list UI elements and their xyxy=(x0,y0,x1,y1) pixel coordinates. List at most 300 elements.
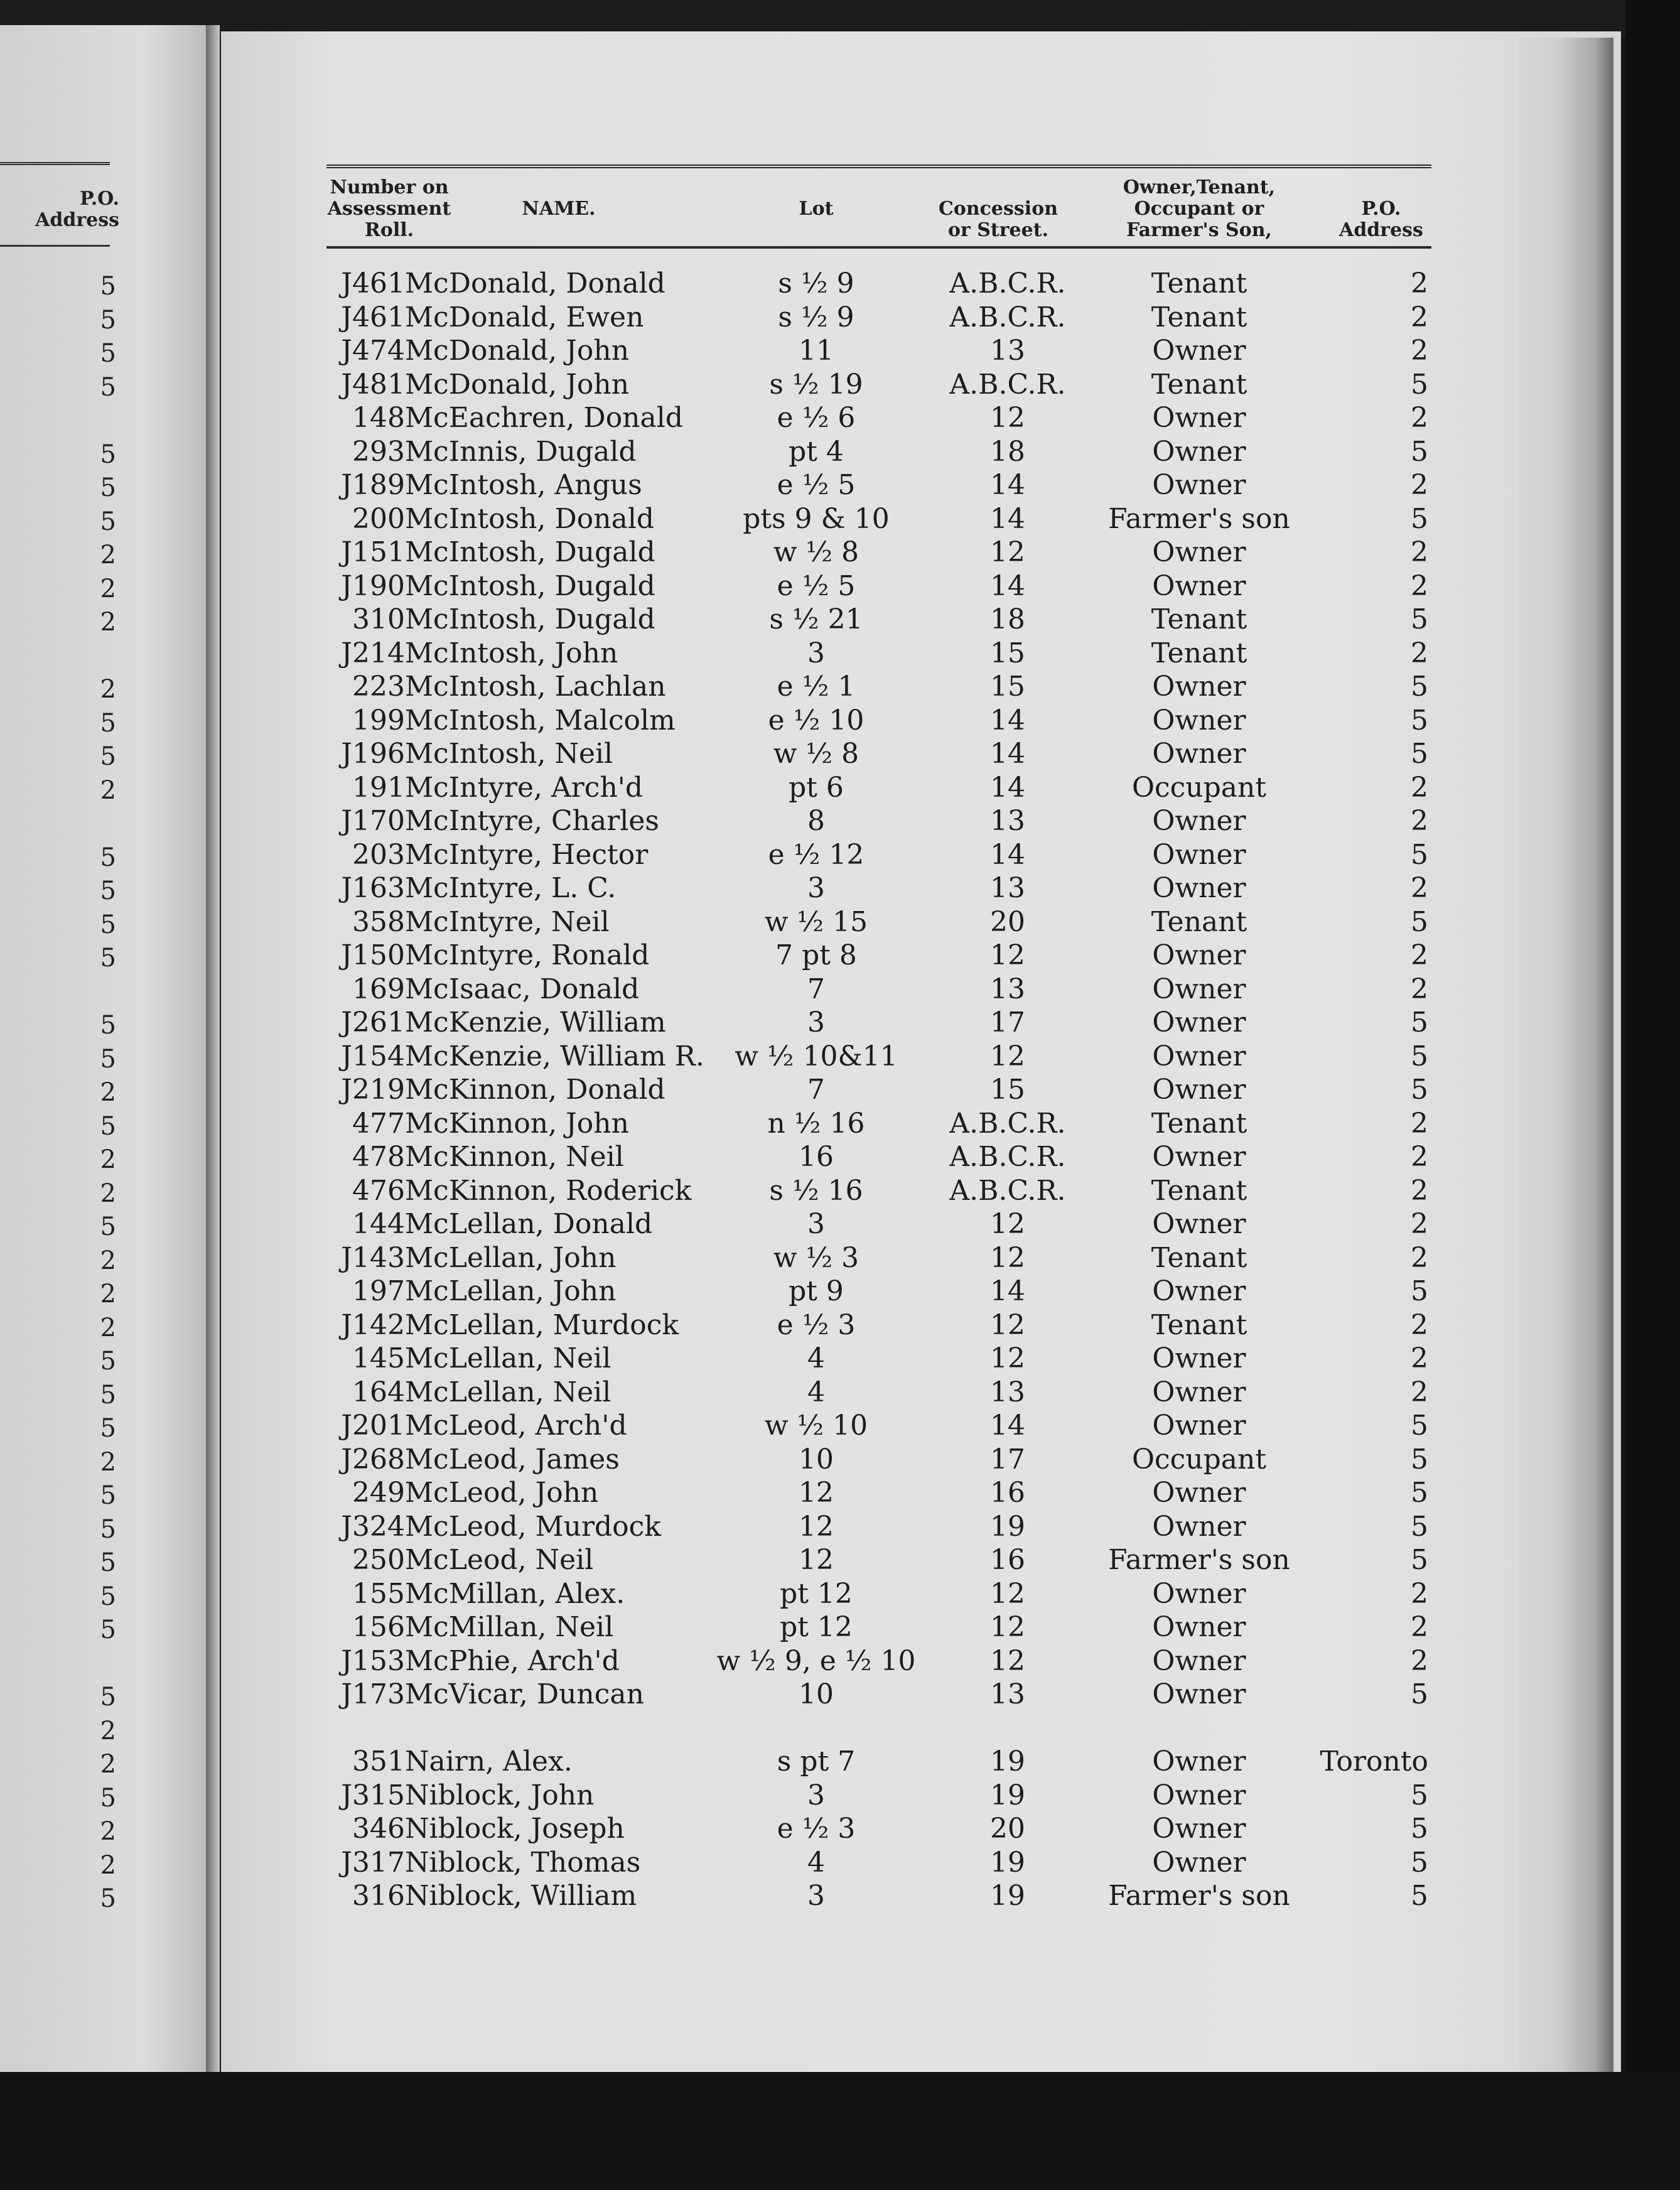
table-row xyxy=(0,435,1680,469)
concession: 12 xyxy=(990,402,1025,434)
roll-number: 476 xyxy=(352,1174,405,1207)
owner-status: Tenant xyxy=(1151,1241,1247,1274)
left-po-value: 5 xyxy=(100,440,116,469)
table-row xyxy=(0,603,1680,637)
left-po-value: 2 xyxy=(100,1078,116,1107)
concession: 16 xyxy=(990,1544,1025,1576)
owner-status: Tenant xyxy=(1151,1308,1247,1341)
owner-status: Owner xyxy=(1152,469,1246,501)
owner-status: Owner xyxy=(1152,704,1246,736)
table-row xyxy=(0,1308,1680,1342)
concession: 13 xyxy=(990,872,1025,904)
owner-status: Farmer's son xyxy=(1108,1880,1290,1912)
left-po-value: 2 xyxy=(100,1817,116,1846)
lot: e ½ 12 xyxy=(768,838,864,871)
person-name: McLeod, Murdock xyxy=(405,1510,661,1543)
owner-status: Owner xyxy=(1152,1611,1246,1643)
person-name: McIntyre, Arch'd xyxy=(405,771,643,804)
person-name: McDonald, John xyxy=(405,335,630,367)
concession: 18 xyxy=(990,435,1025,468)
roll-number: 144 xyxy=(352,1208,405,1240)
po-address: 5 xyxy=(1411,1040,1428,1072)
owner-status: Farmer's son xyxy=(1108,1544,1290,1576)
owner-status: Owner xyxy=(1152,1141,1246,1173)
lot: s ½ 9 xyxy=(778,267,854,299)
po-address: 5 xyxy=(1411,1813,1428,1845)
table-row xyxy=(0,401,1680,435)
po-address: 2 xyxy=(1411,805,1428,837)
left-po-value: 2 xyxy=(100,1179,116,1208)
po-address: 2 xyxy=(1411,301,1428,333)
owner-status: Owner xyxy=(1152,1846,1246,1879)
person-name: McIntosh, Dugald xyxy=(405,569,655,602)
table-row xyxy=(0,939,1680,973)
owner-status: Owner xyxy=(1152,1342,1246,1374)
lot: 3 xyxy=(807,637,825,669)
table-row xyxy=(0,1443,1680,1477)
person-name: McLellan, John xyxy=(405,1241,617,1274)
po-address: 2 xyxy=(1411,536,1428,568)
person-name: McLellan, John xyxy=(405,1275,617,1307)
roll-number: J142 xyxy=(341,1308,405,1341)
left-po-value: 5 xyxy=(100,1548,116,1577)
roll-number: J461 xyxy=(341,267,405,299)
po-address: 2 xyxy=(1411,469,1428,501)
roll-number: J196 xyxy=(341,738,405,770)
header-bottom-rule xyxy=(326,246,1431,249)
roll-number: J163 xyxy=(341,872,405,904)
owner-status: Tenant xyxy=(1151,267,1247,299)
lot: 8 xyxy=(807,805,825,837)
person-name: McKinnon, John xyxy=(405,1107,629,1140)
owner-status: Owner xyxy=(1152,1376,1246,1408)
roll-number: 169 xyxy=(352,973,405,1005)
owner-status: Owner xyxy=(1152,1644,1246,1677)
person-name: McIntyre, Hector xyxy=(405,838,649,871)
po-address: 5 xyxy=(1411,502,1428,535)
po-address: 5 xyxy=(1411,905,1428,938)
roll-number: J481 xyxy=(341,368,405,401)
lot: w ½ 3 xyxy=(773,1241,859,1274)
owner-status: Owner xyxy=(1152,1074,1246,1106)
table-row xyxy=(0,1678,1680,1712)
po-address: 5 xyxy=(1411,1510,1428,1543)
table-row xyxy=(0,704,1680,738)
concession: 12 xyxy=(990,939,1025,971)
person-name: McIntyre, Neil xyxy=(405,905,610,938)
po-address: 5 xyxy=(1411,1477,1428,1509)
owner-status: Owner xyxy=(1152,939,1246,971)
table-row xyxy=(0,905,1680,939)
person-name: McIntosh, Lachlan xyxy=(405,671,666,703)
left-po-value: 2 xyxy=(100,1850,116,1880)
roll-number: J268 xyxy=(341,1443,405,1475)
person-name: McLeod, Neil xyxy=(405,1544,594,1576)
roll-number: J173 xyxy=(341,1678,405,1710)
roll-number: 199 xyxy=(352,704,405,736)
concession: 12 xyxy=(990,1577,1025,1610)
lot: 12 xyxy=(799,1544,834,1576)
po-address: 2 xyxy=(1411,1241,1428,1274)
table-row xyxy=(0,468,1680,502)
left-po-value: 5 xyxy=(100,1111,116,1141)
concession: 14 xyxy=(990,771,1025,804)
person-name: McIntosh, Malcolm xyxy=(405,704,676,736)
po-address: 2 xyxy=(1411,569,1428,602)
concession: 12 xyxy=(990,1644,1025,1677)
lot: 4 xyxy=(807,1846,825,1879)
table-row xyxy=(0,536,1680,569)
left-po-value: 5 xyxy=(100,272,116,301)
roll-number: 250 xyxy=(352,1544,405,1576)
person-name: McEachren, Donald xyxy=(405,402,683,434)
po-address: 2 xyxy=(1411,1208,1428,1240)
lot: 3 xyxy=(807,1779,825,1811)
concession: A.B.C.R. xyxy=(949,1107,1066,1140)
concession: 14 xyxy=(990,569,1025,602)
person-name: McMillan, Neil xyxy=(405,1611,614,1643)
owner-status: Owner xyxy=(1152,1745,1246,1777)
lot: s ½ 21 xyxy=(769,603,863,635)
person-name: McIsaac, Donald xyxy=(405,973,640,1005)
owner-status: Occupant xyxy=(1131,1443,1267,1475)
owner-status: Tenant xyxy=(1151,1174,1247,1207)
roll-number: 155 xyxy=(352,1577,405,1610)
scan-right-border xyxy=(1626,0,1680,2190)
owner-status: Owner xyxy=(1152,536,1246,568)
owner-status: Tenant xyxy=(1151,1107,1247,1140)
concession: 19 xyxy=(990,1745,1025,1777)
header-owner-status: Owner,Tenant, Occupant or Farmer's Son, xyxy=(1123,176,1276,241)
table-row xyxy=(0,637,1680,671)
lot: pt 12 xyxy=(780,1611,853,1643)
concession: 15 xyxy=(990,671,1025,703)
lot: s ½ 19 xyxy=(769,368,863,401)
po-address: 2 xyxy=(1411,402,1428,434)
header-name: NAME. xyxy=(522,198,596,220)
table-row xyxy=(0,301,1680,335)
roll-number: 148 xyxy=(352,402,405,434)
lot: 7 pt 8 xyxy=(775,939,857,971)
lot: pt 6 xyxy=(789,771,844,804)
left-po-value: 5 xyxy=(100,843,116,872)
lot: e ½ 3 xyxy=(777,1813,856,1845)
person-name: McLeod, James xyxy=(405,1443,620,1475)
lot: e ½ 10 xyxy=(768,704,864,736)
po-address: 5 xyxy=(1411,1544,1428,1576)
owner-status: Owner xyxy=(1152,872,1246,904)
table-row xyxy=(0,1040,1680,1074)
person-name: McIntyre, L. C. xyxy=(405,872,617,904)
owner-status: Owner xyxy=(1152,1410,1246,1442)
concession: 16 xyxy=(990,1477,1025,1509)
po-address: 5 xyxy=(1411,368,1428,401)
concession: 12 xyxy=(990,1342,1025,1374)
po-address: 5 xyxy=(1411,838,1428,871)
concession: 12 xyxy=(990,536,1025,568)
roll-number: J154 xyxy=(341,1040,405,1072)
lot: pt 9 xyxy=(789,1275,844,1307)
po-address: 2 xyxy=(1411,939,1428,971)
person-name: McKenzie, William xyxy=(405,1006,666,1038)
left-po-value: 5 xyxy=(100,910,116,939)
po-address: 2 xyxy=(1411,1107,1428,1140)
lot: 11 xyxy=(799,335,834,367)
roll-number: 310 xyxy=(352,603,405,635)
table-row xyxy=(0,737,1680,771)
table-row xyxy=(0,1409,1680,1443)
owner-status: Owner xyxy=(1152,1577,1246,1610)
concession: A.B.C.R. xyxy=(949,368,1066,401)
left-po-value: 5 xyxy=(100,944,116,973)
lot: w ½ 9, e ½ 10 xyxy=(716,1644,916,1677)
po-address: 2 xyxy=(1411,872,1428,904)
lot: 10 xyxy=(799,1678,834,1710)
roll-number: J189 xyxy=(341,469,405,501)
owner-status: Owner xyxy=(1152,671,1246,703)
roll-number: 223 xyxy=(352,671,405,703)
owner-status: Owner xyxy=(1152,973,1246,1005)
left-po-value: 5 xyxy=(100,1616,116,1644)
left-po-value: 5 xyxy=(100,1011,116,1040)
po-address: 5 xyxy=(1411,435,1428,468)
table-row xyxy=(0,1779,1680,1813)
person-name: McVicar, Duncan xyxy=(405,1678,644,1710)
lot: w ½ 15 xyxy=(764,905,868,938)
owner-status: Owner xyxy=(1152,1678,1246,1710)
concession: 13 xyxy=(990,1678,1025,1710)
table-row xyxy=(0,368,1680,402)
left-po-value: 5 xyxy=(100,708,116,738)
left-po-value: 2 xyxy=(100,1246,116,1275)
table-row xyxy=(0,1207,1680,1241)
left-po-value: 5 xyxy=(100,1481,116,1510)
person-name: Niblock, Joseph xyxy=(405,1813,625,1845)
table-row xyxy=(0,804,1680,838)
left-po-value: 2 xyxy=(100,541,116,569)
lot: s pt 7 xyxy=(777,1745,856,1777)
header-po-address: P.O. Address xyxy=(1339,198,1423,241)
person-name: McIntosh, John xyxy=(405,637,618,669)
concession: 13 xyxy=(990,1376,1025,1408)
lot: w ½ 10 xyxy=(764,1410,868,1442)
lot: e ½ 3 xyxy=(777,1308,856,1341)
owner-status: Owner xyxy=(1152,402,1246,434)
po-address: 5 xyxy=(1411,738,1428,770)
lot: 3 xyxy=(807,1880,825,1912)
owner-status: Tenant xyxy=(1151,301,1247,333)
owner-status: Owner xyxy=(1152,1477,1246,1509)
left-po-value: 5 xyxy=(100,1514,116,1544)
concession: 20 xyxy=(990,1813,1025,1845)
roll-number: J315 xyxy=(341,1779,405,1811)
table-row xyxy=(0,1745,1680,1779)
po-address: 2 xyxy=(1411,637,1428,669)
table-row xyxy=(0,1174,1680,1208)
left-po-value: 5 xyxy=(100,339,116,368)
owner-status: Owner xyxy=(1152,1813,1246,1845)
left-po-value: 5 xyxy=(100,877,116,905)
table-row xyxy=(0,973,1680,1006)
left-po-value: 2 xyxy=(100,1750,116,1779)
table-row xyxy=(0,1644,1680,1678)
po-address: 2 xyxy=(1411,973,1428,1005)
roll-number: J317 xyxy=(341,1846,405,1879)
left-po-value: 5 xyxy=(100,1582,116,1611)
left-po-value: 5 xyxy=(100,1380,116,1410)
owner-status: Tenant xyxy=(1151,637,1247,669)
table-row xyxy=(0,1073,1680,1107)
po-address: 2 xyxy=(1411,1141,1428,1173)
owner-status: Owner xyxy=(1152,435,1246,468)
roll-number: 346 xyxy=(352,1813,405,1845)
table-row xyxy=(0,1107,1680,1141)
po-address: 2 xyxy=(1411,267,1428,299)
person-name: McKinnon, Donald xyxy=(405,1074,665,1106)
concession: 12 xyxy=(990,1040,1025,1072)
lot: s ½ 16 xyxy=(769,1174,863,1207)
lot: w ½ 10&11 xyxy=(735,1040,898,1072)
concession: 14 xyxy=(990,502,1025,535)
po-address: 2 xyxy=(1411,1376,1428,1408)
table-row xyxy=(0,1241,1680,1275)
lot: e ½ 5 xyxy=(777,569,856,602)
left-po-value: 2 xyxy=(100,775,116,805)
owner-status: Owner xyxy=(1152,1779,1246,1811)
table-row xyxy=(0,838,1680,872)
table-row xyxy=(0,267,1680,301)
owner-status: Owner xyxy=(1152,1040,1246,1072)
person-name: McIntyre, Ronald xyxy=(405,939,650,971)
person-name: McKinnon, Neil xyxy=(405,1141,624,1173)
lot: e ½ 6 xyxy=(777,402,856,434)
person-name: McLellan, Murdock xyxy=(405,1308,679,1341)
concession: 14 xyxy=(990,704,1025,736)
lot: 4 xyxy=(807,1376,825,1408)
roll-number: J324 xyxy=(341,1510,405,1543)
roll-number: 197 xyxy=(352,1275,405,1307)
left-po-value: 2 xyxy=(100,574,116,603)
left-po-value: 2 xyxy=(100,1313,116,1342)
roll-number: 351 xyxy=(352,1745,405,1777)
left-po-value: 5 xyxy=(100,742,116,771)
person-name: Nairn, Alex. xyxy=(405,1745,573,1777)
owner-status: Owner xyxy=(1152,1208,1246,1240)
left-po-value: 5 xyxy=(100,1683,116,1712)
concession: A.B.C.R. xyxy=(949,1141,1066,1173)
concession: A.B.C.R. xyxy=(949,267,1066,299)
owner-status: Tenant xyxy=(1151,603,1247,635)
roll-number: 316 xyxy=(352,1880,405,1912)
po-address: 2 xyxy=(1411,1174,1428,1207)
concession: 18 xyxy=(990,603,1025,635)
owner-status: Owner xyxy=(1152,1006,1246,1038)
concession: 14 xyxy=(990,469,1025,501)
table-row xyxy=(0,1543,1680,1577)
po-address: 2 xyxy=(1411,335,1428,367)
concession: 15 xyxy=(990,1074,1025,1106)
person-name: McLeod, John xyxy=(405,1477,599,1509)
concession: 15 xyxy=(990,637,1025,669)
concession: A.B.C.R. xyxy=(949,1174,1066,1207)
table-row xyxy=(0,1006,1680,1040)
concession: 20 xyxy=(990,905,1025,938)
lot: pt 4 xyxy=(789,435,844,468)
person-name: McLellan, Donald xyxy=(405,1208,653,1240)
person-name: McPhie, Arch'd xyxy=(405,1644,620,1677)
person-name: McDonald, Ewen xyxy=(405,301,644,333)
roll-number: J261 xyxy=(341,1006,405,1038)
concession: 13 xyxy=(990,805,1025,837)
po-address: 5 xyxy=(1411,1006,1428,1038)
concession: 14 xyxy=(990,738,1025,770)
left-po-header: P.O. Address xyxy=(35,188,119,231)
owner-status: Owner xyxy=(1152,1275,1246,1307)
table-row xyxy=(0,1846,1680,1880)
po-address: 5 xyxy=(1411,1846,1428,1879)
concession: 14 xyxy=(990,1275,1025,1307)
owner-status: Owner xyxy=(1152,838,1246,871)
roll-number: J461 xyxy=(341,301,405,333)
table-row xyxy=(0,1879,1680,1913)
lot: w ½ 8 xyxy=(773,536,859,568)
concession: A.B.C.R. xyxy=(949,301,1066,333)
roll-number: 191 xyxy=(352,771,405,804)
left-header-rule xyxy=(0,162,110,165)
roll-number: J201 xyxy=(341,1410,405,1442)
lot: e ½ 5 xyxy=(777,469,856,501)
table-row xyxy=(0,871,1680,905)
table-row xyxy=(0,569,1680,603)
lot: 16 xyxy=(799,1141,834,1173)
person-name: McKinnon, Roderick xyxy=(405,1174,692,1207)
left-po-value: 2 xyxy=(100,1280,116,1308)
roll-number: 200 xyxy=(352,502,405,535)
lot: 7 xyxy=(807,973,825,1005)
po-address: 2 xyxy=(1411,771,1428,804)
po-address: 5 xyxy=(1411,671,1428,703)
table-row xyxy=(0,670,1680,704)
lot: e ½ 1 xyxy=(777,671,856,703)
header-concession: Concession or Street. xyxy=(938,198,1058,241)
po-address: 5 xyxy=(1411,603,1428,635)
table-row xyxy=(0,1476,1680,1510)
scan-bottom-border xyxy=(0,2072,1680,2190)
roll-number: J150 xyxy=(341,939,405,971)
left-po-value: 5 xyxy=(100,1414,116,1443)
table-row xyxy=(0,771,1680,805)
po-address: Toronto xyxy=(1320,1745,1428,1777)
person-name: McIntyre, Charles xyxy=(405,805,659,837)
po-address: 5 xyxy=(1411,1779,1428,1811)
concession: 19 xyxy=(990,1510,1025,1543)
left-po-value: 2 xyxy=(100,1716,116,1745)
po-address: 5 xyxy=(1411,1410,1428,1442)
table-row xyxy=(0,1510,1680,1544)
left-po-value: 5 xyxy=(100,1783,116,1813)
table-row xyxy=(0,1342,1680,1376)
person-name: McIntosh, Neil xyxy=(405,738,613,770)
lot: 3 xyxy=(807,1208,825,1240)
po-address: 2 xyxy=(1411,1308,1428,1341)
lot: pt 12 xyxy=(780,1577,853,1610)
person-name: Niblock, John xyxy=(405,1779,595,1811)
lot: 7 xyxy=(807,1074,825,1106)
concession: 14 xyxy=(990,1410,1025,1442)
lot: 12 xyxy=(799,1477,834,1509)
po-address: 2 xyxy=(1411,1577,1428,1610)
roll-number: J214 xyxy=(341,637,405,669)
